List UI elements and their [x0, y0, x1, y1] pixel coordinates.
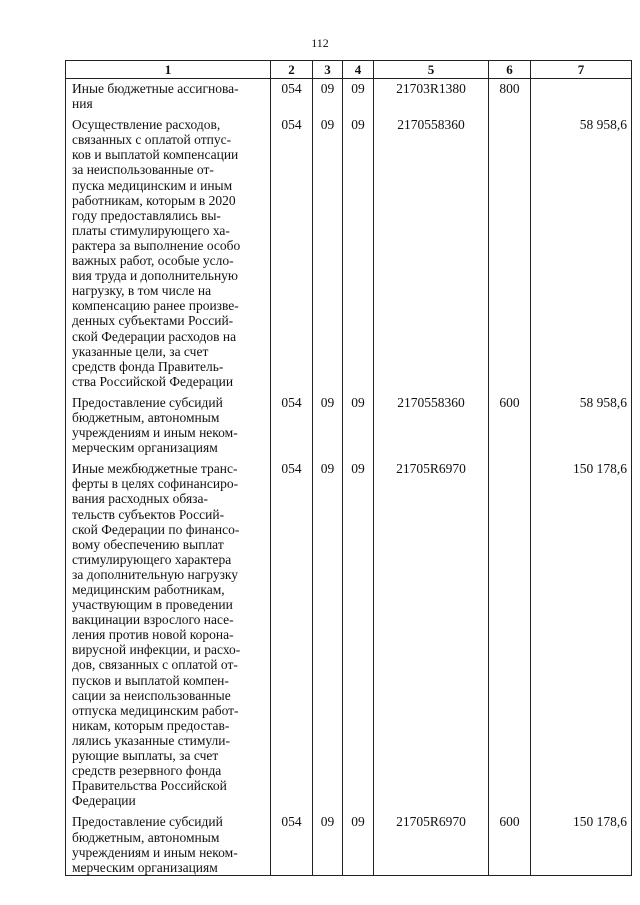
expense-name-line: учреждениям и иным неком- — [72, 844, 238, 860]
expense-name-line: бюджетным, автономным — [72, 409, 220, 425]
expense-name-line: связанных с оплатой отпус- — [72, 132, 232, 148]
column-header-3: 3 — [313, 61, 343, 79]
section-code: 09 — [313, 393, 343, 455]
expense-name-line: вия труда и дополнительную — [72, 268, 239, 284]
expense-name-line: бюджетным, автономным — [72, 829, 220, 845]
budget-table — [65, 60, 632, 876]
expense-name-line: вирусной инфекции, и расхо- — [72, 642, 241, 658]
column-header-6: 6 — [489, 61, 531, 79]
expense-name-line: никам, которым предостав- — [72, 717, 230, 733]
subsection-code: 09 — [343, 812, 374, 875]
subsection-code: 09 — [343, 459, 374, 808]
ministry-code: 054 — [271, 79, 313, 112]
expense-type-code — [489, 459, 531, 808]
expense-name-line: стимулирующего характера — [72, 551, 232, 567]
amount — [531, 79, 632, 112]
expense-name-line: работникам, которым в 2020 — [72, 192, 236, 208]
expense-name-line: лялись указанные стимули- — [72, 732, 231, 748]
expense-name-line: ства Российской Федерации — [72, 373, 234, 389]
expense-name-line: пусков и выплатой компен- — [72, 672, 229, 688]
column-header-4: 4 — [343, 61, 374, 79]
expense-name-line: пуска медицинским и иным — [72, 177, 233, 193]
expense-name-line: Предоставление субсидий — [72, 394, 223, 410]
expense-name-line: Иные межбюджетные транс- — [72, 461, 238, 477]
target-code: 21705R6970 — [374, 812, 489, 875]
expense-name-line: медицинским работникам, — [72, 582, 225, 597]
column-header-5: 5 — [374, 61, 489, 79]
expense-name — [66, 393, 271, 455]
ministry-code: 054 — [271, 459, 313, 808]
target-code: 2170558360 — [374, 393, 489, 455]
expense-name-line: вому обеспечению выплат — [72, 536, 224, 552]
table-header — [66, 61, 632, 79]
expense-name-line: ской Федерации по финансо- — [72, 521, 240, 537]
expense-name-line: ской Федерации расходов на — [72, 328, 237, 344]
expense-name-line: компенсацию ранее произве- — [72, 298, 239, 314]
table-row — [66, 115, 632, 389]
expense-type-code — [489, 115, 531, 389]
expense-name — [66, 115, 271, 389]
expense-name-line: Предоставление субсидий — [72, 814, 223, 830]
expense-name-line: нагрузку, в том числе на — [72, 283, 212, 299]
expense-name-line: за неиспользованные от- — [72, 162, 214, 178]
expense-name-line: Правительства Российской — [72, 778, 227, 794]
table-row — [66, 812, 632, 875]
section-code: 09 — [313, 459, 343, 808]
expense-name-line: Федерации — [72, 793, 136, 809]
amount: 58 958,6 — [531, 393, 632, 455]
target-code: 2170558360 — [374, 115, 489, 389]
column-header-1: 1 — [66, 61, 271, 79]
expense-name-line: ферты в целях софинансиро- — [72, 476, 239, 492]
table-row — [66, 459, 632, 808]
column-header-2: 2 — [271, 61, 313, 79]
expense-name-line: средств резервного фонда — [72, 763, 222, 779]
expense-name — [66, 459, 271, 808]
column-header-7: 7 — [531, 61, 632, 79]
expense-name-line: денных субъектами Россий- — [72, 313, 234, 329]
section-code: 09 — [313, 812, 343, 875]
target-code: 21703R1380 — [374, 79, 489, 112]
expense-type-code: 800 — [489, 79, 531, 112]
expense-name-line: мерческим организациям — [72, 859, 218, 875]
page-number: 112 — [311, 36, 329, 50]
expense-name-line: ления против новой корона- — [72, 627, 234, 643]
target-code: 21705R6970 — [374, 459, 489, 808]
amount: 150 178,6 — [531, 812, 632, 875]
expense-name-line: вания расходных обяза- — [72, 491, 208, 507]
amount: 150 178,6 — [531, 459, 632, 808]
expense-name-line: Осуществление расходов, — [72, 117, 221, 133]
ministry-code: 054 — [271, 393, 313, 455]
ministry-code: 054 — [271, 812, 313, 875]
expense-name — [66, 812, 271, 875]
expense-name — [66, 79, 271, 112]
expense-name-line: дов, связанных с оплатой от- — [72, 657, 238, 673]
expense-name-line: рующие выплаты, за счет — [72, 748, 219, 764]
expense-type-code: 600 — [489, 393, 531, 455]
expense-name-line: важных работ, особые усло- — [72, 253, 234, 269]
expense-name-line: сации за неиспользованные — [72, 687, 231, 703]
table-row — [66, 79, 632, 112]
amount: 58 958,6 — [531, 115, 632, 389]
header-row — [66, 61, 632, 79]
section-code: 09 — [313, 79, 343, 112]
expense-name-line: тельств субъектов Россий- — [72, 506, 225, 522]
expense-name-line: Иные бюджетные ассигнова- — [72, 81, 239, 96]
table-body — [66, 79, 632, 876]
table-row — [66, 393, 632, 455]
expense-name-line: рактера за выполнение особо — [72, 237, 241, 253]
expense-name-line: средств фонда Правитель- — [72, 358, 224, 374]
expense-name-line: учреждениям и иным неком- — [72, 425, 238, 441]
section-code: 09 — [313, 115, 343, 389]
expense-name-line: вакцинации взрослого насе- — [72, 612, 234, 628]
subsection-code: 09 — [343, 79, 374, 112]
ministry-code: 054 — [271, 115, 313, 389]
expense-name-line: указанные цели, за счет — [72, 343, 209, 359]
expense-name-line: участвующим в проведении — [72, 597, 233, 613]
expense-name-line: за дополнительную нагрузку — [72, 566, 239, 582]
expense-name-line: отпуска медицинским работ- — [72, 702, 239, 718]
expense-name-line: мерческим организациям — [72, 440, 218, 456]
subsection-code: 09 — [343, 393, 374, 455]
expense-type-code: 600 — [489, 812, 531, 875]
subsection-code: 09 — [343, 115, 374, 389]
expense-name-line: году предоставлялись вы- — [72, 207, 221, 223]
expense-name-line: ков и выплатой компенсации — [72, 147, 239, 163]
expense-name-line: платы стимулирующего ха- — [72, 222, 230, 238]
expense-name-line: ния — [72, 96, 93, 112]
